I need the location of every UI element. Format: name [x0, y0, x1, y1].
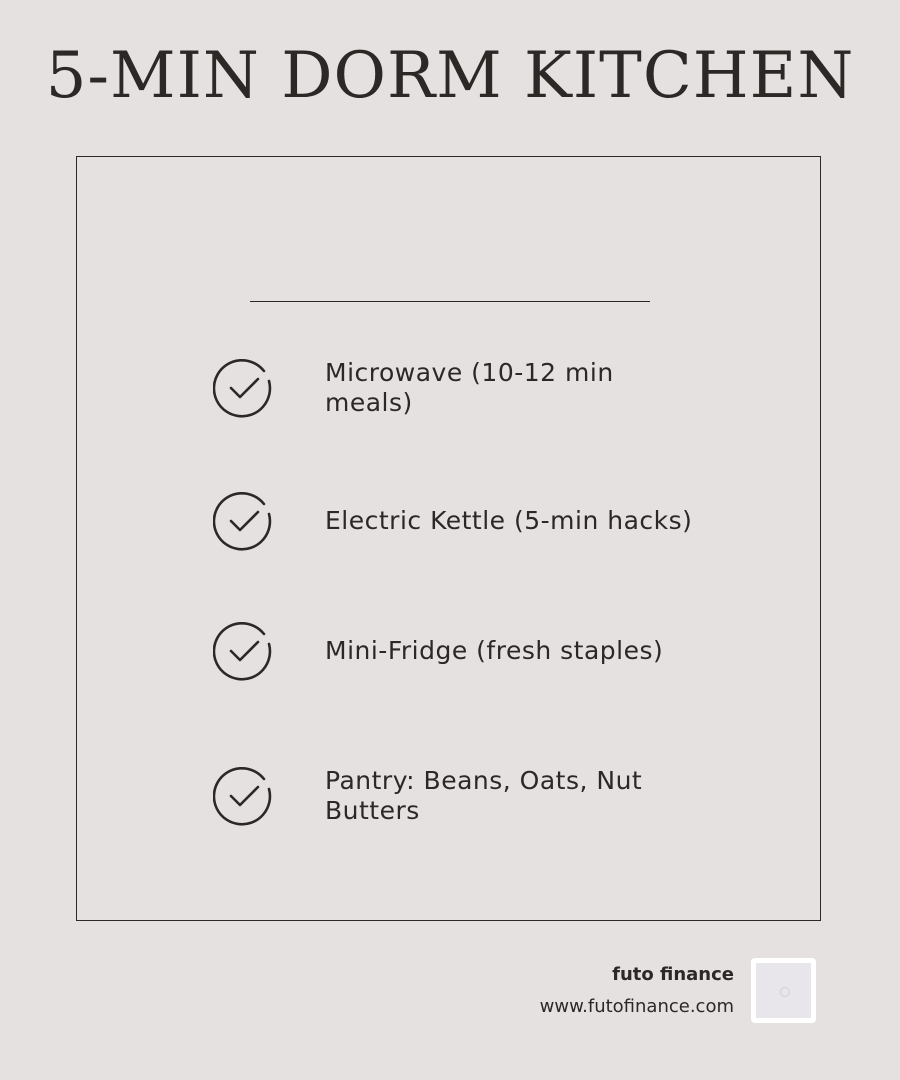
page-title: 5-MIN DORM KITCHEN — [45, 39, 855, 113]
brand-website: www.futofinance.com — [539, 996, 734, 1017]
brand-name: futo finance — [612, 964, 734, 985]
check-circle-icon — [213, 620, 275, 682]
divider-line — [250, 301, 650, 302]
checklist-item-kettle — [213, 490, 733, 552]
brand-logo-icon — [780, 987, 790, 997]
checklist-item-label: Mini-Fridge (fresh staples) — [325, 636, 664, 665]
brand-logo — [751, 958, 816, 1023]
check-circle-icon — [213, 765, 275, 827]
checklist-item-label: Pantry: Beans, Oats, Nut Butters — [325, 766, 643, 825]
checklist-item-label: Microwave (10-12 min meals) — [325, 358, 614, 417]
checklist-card — [76, 156, 821, 921]
checklist-item-fridge — [213, 620, 733, 682]
checklist-item-pantry — [213, 765, 733, 827]
checklist-item-label: Electric Kettle (5-min hacks) — [325, 506, 693, 535]
check-circle-icon — [213, 357, 275, 419]
logo-image — [756, 963, 811, 1018]
checklist-item-microwave — [213, 357, 733, 419]
check-circle-icon — [213, 490, 275, 552]
